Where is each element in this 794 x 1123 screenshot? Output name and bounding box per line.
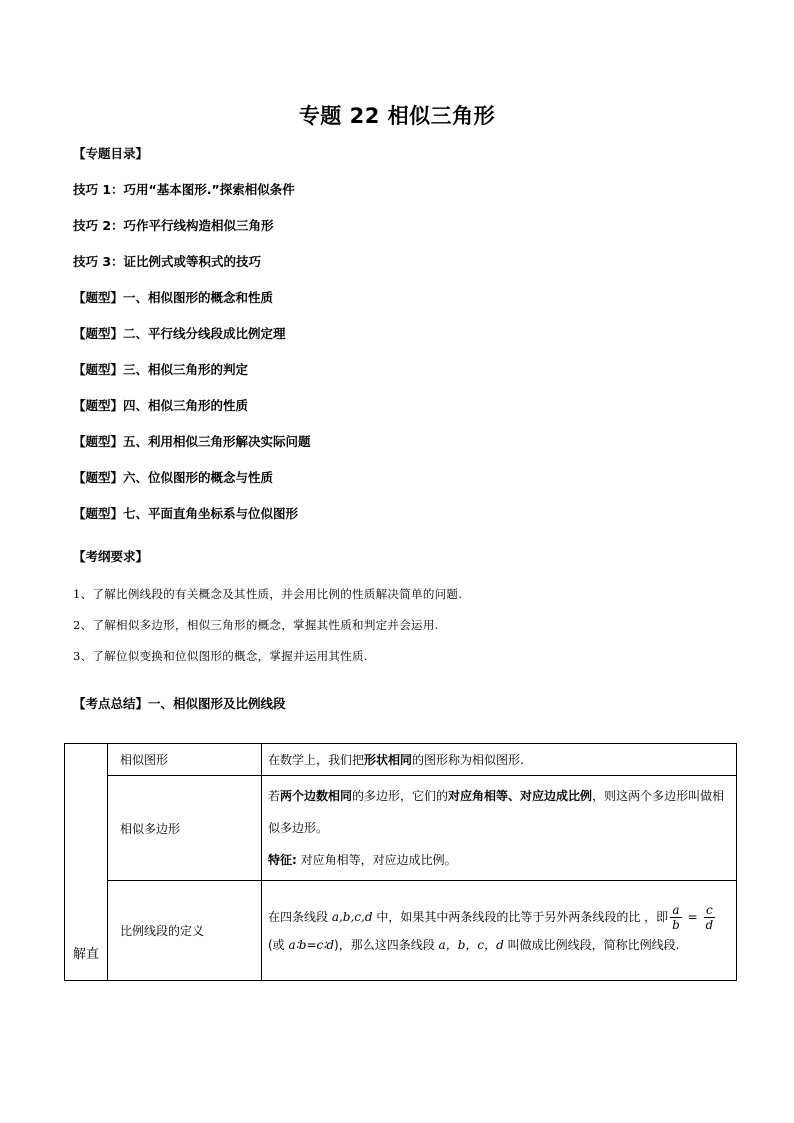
fraction-numerator: a <box>670 903 682 918</box>
toc-item: 【题型】四、相似三角形的性质 <box>73 398 249 413</box>
summary-heading: 【考点总结】一、相似图形及比例线段 <box>73 696 286 711</box>
definition-text: 叫做成比例线段，简称比例线段. <box>503 938 680 952</box>
page-title: 专题 22 相似三角形 <box>298 104 496 128</box>
term-cell <box>108 744 262 776</box>
requirements-heading: 【考纲要求】 <box>73 549 149 564</box>
definition-text: 的图形称为相似图形. <box>412 752 524 767</box>
toc-item: 技巧 1：巧用“基本图形.”探索相似条件 <box>73 182 295 197</box>
fraction-numerator: c <box>704 903 716 918</box>
definition-text: ，则这两个多边形叫做相似多边形。 <box>268 789 725 835</box>
table-row <box>65 744 737 776</box>
feature-line <box>268 844 728 876</box>
definition-paragraph <box>268 780 728 844</box>
definition-emphasis: 两个边数相同 <box>280 789 353 803</box>
table-row <box>65 776 737 881</box>
feature-label: 特征: <box>268 853 297 867</box>
toc-item: 【题型】六、位似图形的概念与性质 <box>73 470 274 485</box>
definition-emphasis: 对应角相等、对应边成比例 <box>448 789 593 803</box>
definition-cell <box>262 881 737 981</box>
definition-text: 在数学上，我们把 <box>268 752 365 767</box>
term-label: 比例线段的定义 <box>120 924 205 938</box>
math-variables: a,b,c,d <box>331 910 373 924</box>
toc-item: 【题型】五、利用相似三角形解决实际问题 <box>73 434 311 449</box>
toc-item: 技巧 2：巧作平行线构造相似三角形 <box>73 218 274 233</box>
toc-heading: 【专题目录】 <box>73 146 149 161</box>
toc-item: 【题型】七、平面直角坐标系与位似图形 <box>73 506 299 521</box>
toc-item: 【题型】三、相似三角形的判定 <box>73 362 249 377</box>
requirement-item: 2、了解相似多边形，相似三角形的概念，掌握其性质和判定并会运用. <box>73 618 439 632</box>
term-cell <box>108 776 262 881</box>
definition-emphasis: 形状相同 <box>364 752 413 767</box>
math-ratio: a∶b=c∶d <box>288 938 335 952</box>
side-label-cell <box>65 744 108 981</box>
summary-table <box>64 743 737 981</box>
definition-text: 中，如果其中两条线段的比等于另外两条线段的比 ，即 <box>372 910 669 924</box>
math-variables: a，b，c，d <box>438 938 504 952</box>
toc-item: 【题型】二、平行线分线段成比例定理 <box>73 326 286 341</box>
term-cell <box>108 881 262 981</box>
definition-text: (或 <box>268 938 289 952</box>
fraction-a-b <box>670 903 682 932</box>
definition-text: )，那么这四条线段 <box>334 938 439 952</box>
table-row <box>65 881 737 981</box>
term-label: 相似图形 <box>120 753 169 767</box>
definition-text: 的多边形，它们的 <box>352 789 449 803</box>
fraction-c-d <box>704 903 716 932</box>
definition-cell <box>262 776 737 881</box>
side-label: 解直 <box>72 947 99 962</box>
toc-item: 技巧 3：证比例式或等积式的技巧 <box>73 254 262 269</box>
fraction-denominator: d <box>705 918 714 932</box>
fraction-denominator: b <box>672 918 680 932</box>
definition-text: 若 <box>268 789 281 803</box>
definition-text: 在四条线段 <box>268 910 332 924</box>
requirement-item: 3、了解位似变换和位似图形的概念，掌握并运用其性质. <box>73 649 368 663</box>
toc-item: 【题型】一、相似图形的概念和性质 <box>73 290 274 305</box>
feature-text: 对应角相等，对应边成比例。 <box>296 853 457 867</box>
equals-sign: = <box>683 910 702 924</box>
term-label: 相似多边形 <box>120 821 181 836</box>
definition-cell <box>262 744 737 776</box>
requirement-item: 1、了解比例线段的有关概念及其性质，并会用比例的性质解决简单的问题. <box>73 587 463 601</box>
